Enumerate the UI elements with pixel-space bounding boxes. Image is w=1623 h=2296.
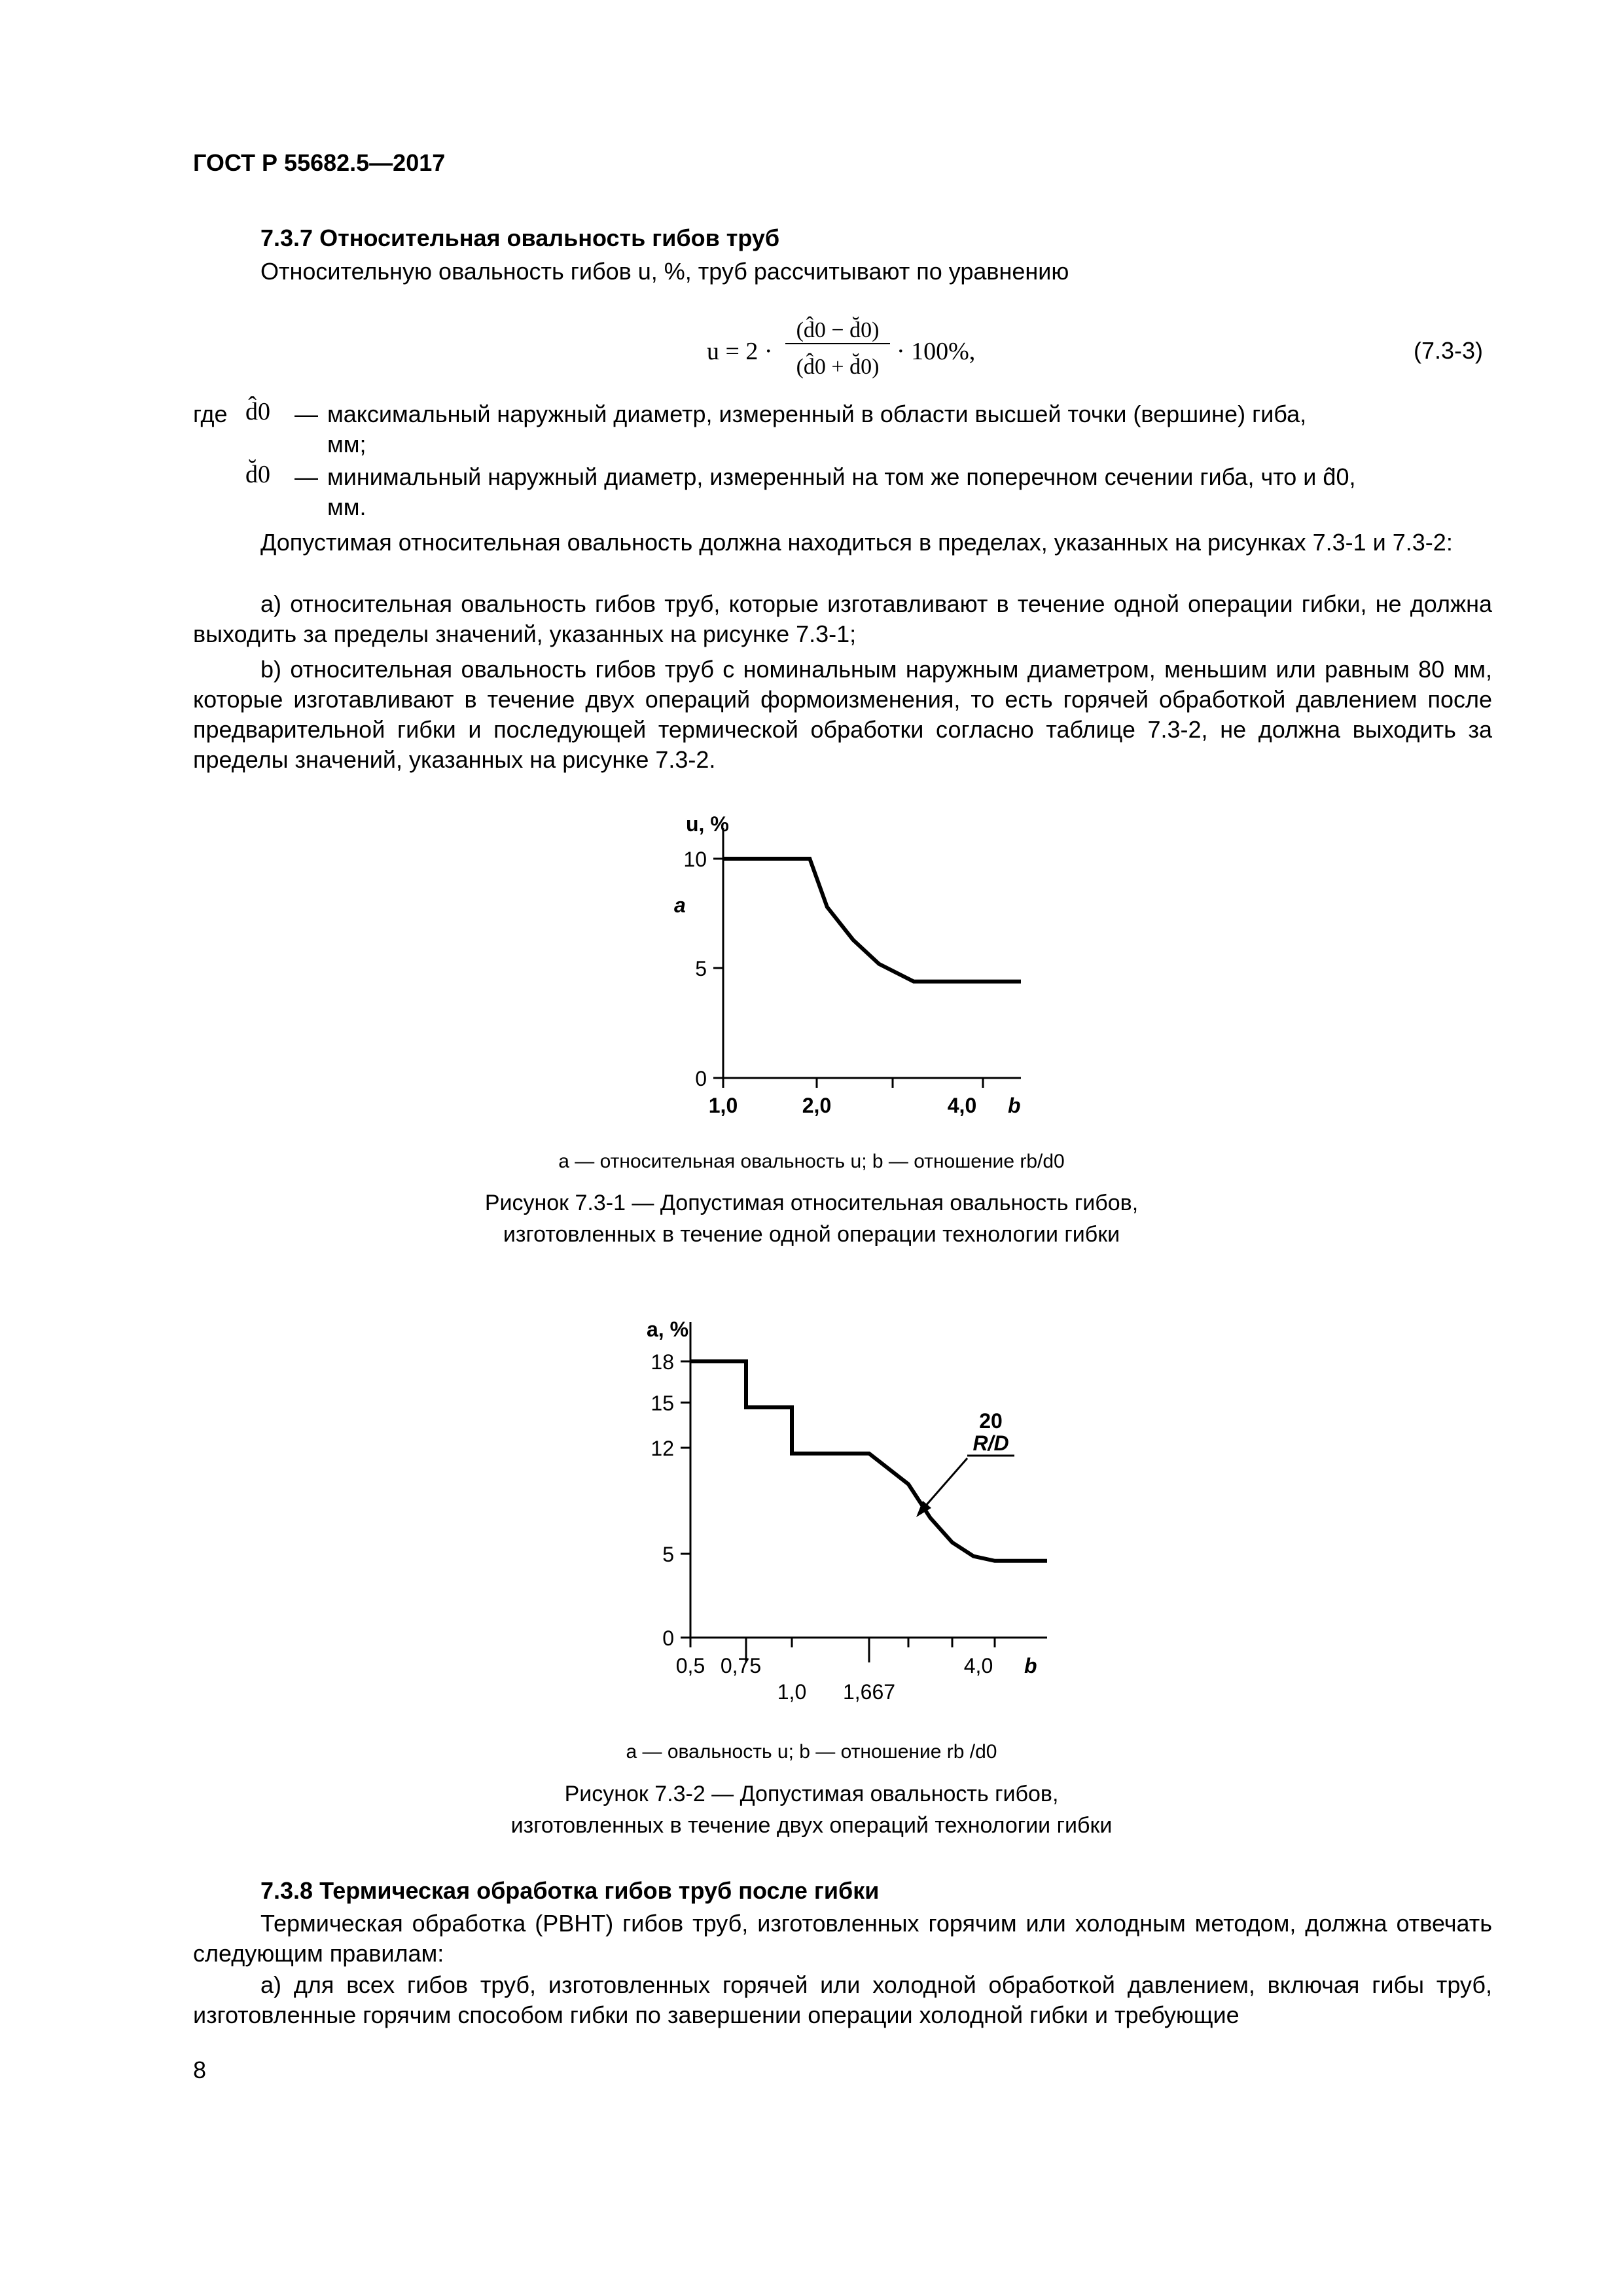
- fig1-xtick-label-4: 4,0: [947, 1094, 977, 1117]
- where-word: где: [193, 401, 228, 427]
- formula-lhs: u = 2 ·: [707, 338, 773, 365]
- fig1-ytick-label-5: 5: [695, 957, 707, 980]
- fig2-ytick-label-15: 15: [651, 1391, 674, 1415]
- page-number: 8: [193, 2056, 207, 2083]
- document-header: ГОСТ Р 55682.5—2017: [193, 149, 446, 176]
- fig1-xlabel: b: [1008, 1094, 1021, 1117]
- def-symbol-max: d̂0: [245, 398, 270, 425]
- fig2-annotation-bottom: R/D: [972, 1431, 1009, 1455]
- section-738-p2: a) для всех гибов труб, изготовленных горячей или холодной обработкой давлением, включая гибы труб, изготовленные горячим способом гибки по завершении операции холодной гибки и требующие: [193, 1971, 1492, 2028]
- fig2-ytick-label-5: 5: [662, 1543, 674, 1566]
- fig2-xtick-label-075: 0,75: [720, 1654, 762, 1677]
- def-symbol-min: d̆0: [245, 461, 270, 488]
- def-dash-max: —: [294, 401, 318, 427]
- fig1-ylabel: u, %: [686, 812, 729, 836]
- fig1-ovality-curve: [723, 859, 1021, 982]
- fig2-ytick-label-12: 12: [651, 1437, 674, 1460]
- figure-2-caption-line2: изготовленных в течение двух операций технологии гибки: [510, 1813, 1113, 1838]
- fig2-ytick-label-18: 18: [651, 1350, 674, 1374]
- figure-1-caption-line1: Рисунок 7.3-1 — Допустимая относительная овальность гибов,: [484, 1191, 1139, 1215]
- formula-number: (7.3-3): [1414, 337, 1484, 364]
- section-737-heading: 7.3.7 Относительная овальность гибов труб: [260, 224, 780, 251]
- def-dash-min: —: [294, 463, 318, 490]
- formula-denominator: (d̂0 + d̆0): [796, 355, 880, 379]
- section-737-intro: Относительную овальность гибов u, %, труб рассчитывают по уравнению: [260, 258, 1069, 285]
- fig1-ytick-label-10: 10: [683, 848, 707, 871]
- fig2-xtick-label-4: 4,0: [963, 1654, 993, 1677]
- def-cont-min: мм.: [327, 493, 366, 520]
- formula-numerator: (d̂0 − d̆0): [785, 318, 890, 344]
- fig2-ovality-curve: [690, 1361, 1047, 1561]
- def-text-min: минимальный наружный диаметр, измеренный на том же поперечном сечении гиба, что и d̂0,: [327, 463, 1356, 490]
- fig2-annotation-top: 20: [979, 1409, 1003, 1433]
- section-737-p3: b) относительная овальность гибов труб с номинальным наружным диаметром, меньшим или равным 80 мм, которые изготавливают в течение двух операций формоизменения, то есть горячей обработкой давлением после предварительной гибки и последующей термической обработки согласно таблице 7.3-2, не должна выходить за пределы значений, указанных на рисунке 7.3-2.: [193, 656, 1492, 773]
- figure-2-caption-line1: Рисунок 7.3-2 — Допустимая овальность гибов,: [564, 1782, 1059, 1806]
- fig2-ytick-label-0: 0: [662, 1626, 674, 1650]
- figure-1-legend: a — относительная овальность u; b — отношение rb/d0: [558, 1151, 1065, 1172]
- fig2-xtick-label-05: 0,5: [675, 1654, 705, 1677]
- fig1-ytick-label-0: 0: [695, 1067, 707, 1090]
- figure-2-legend: a — овальность u; b — отношение rb /d0: [626, 1741, 997, 1763]
- fig2-ylabel: a, %: [647, 1318, 689, 1341]
- section-737-p2: a) относительная овальность гибов труб, которые изготавливают в течение одной операции гибки, не должна выходить за пределы значений, указанных на рисунке 7.3-1;: [193, 590, 1492, 647]
- section-738-heading: 7.3.8 Термическая обработка гибов труб после гибки: [260, 1877, 880, 1904]
- section-737-p1: Допустимая относительная овальность должна находиться в пределах, указанных на рисунках 7.3-1 и 7.3-2:: [260, 529, 1453, 556]
- fig2-annotation-leader: [926, 1458, 967, 1505]
- formula-rhs: · 100%,: [897, 338, 976, 365]
- fig1-xtick-label-2: 2,0: [802, 1094, 832, 1117]
- fig2-xtick-label-1667: 1,667: [842, 1680, 896, 1704]
- fig1-y-marker: a: [674, 893, 686, 917]
- figure-1-chart: [641, 812, 1034, 1126]
- def-cont-max: мм;: [327, 431, 366, 457]
- figure-2-chart: [628, 1309, 1073, 1715]
- fig2-xlabel: b: [1024, 1654, 1037, 1677]
- fig2-xtick-label-1: 1,0: [777, 1680, 807, 1704]
- def-text-max: максимальный наружный диаметр, измеренный в области высшей точки (вершине) гиба,: [327, 401, 1307, 427]
- fig1-xtick-label-1: 1,0: [708, 1094, 738, 1117]
- figure-1-caption-line2: изготовленных в течение одной операции технологии гибки: [503, 1222, 1120, 1247]
- section-738-p1: Термическая обработка (PBHT) гибов труб, изготовленных горячим или холодным методом, должна отвечать следующим правилам:: [193, 1910, 1492, 1967]
